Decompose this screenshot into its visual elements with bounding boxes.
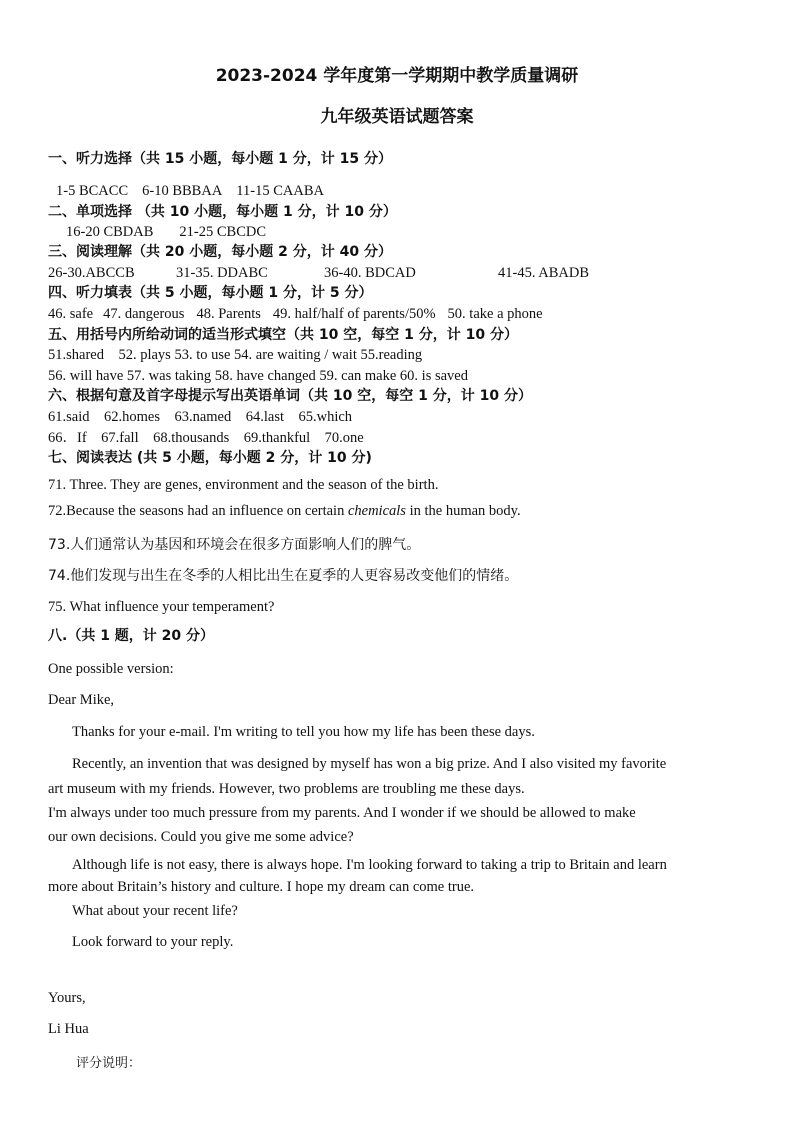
scoring-notes-heading: 评分说明：	[76, 1056, 142, 1071]
answer-75: 75. What influence your temperament?	[48, 599, 275, 615]
section-1-answers	[56, 182, 324, 200]
section-5-heading: 五、用括号内所给动词的适当形式填空（共 10 空，每空 1 分，计 10 分）	[48, 327, 518, 343]
answer-item: 47. dangerous	[103, 306, 185, 322]
letter-paragraph-1: Thanks for your e-mail. I'm writing to tell you how my life has been these days.	[72, 724, 535, 740]
answer-group: 21-25 CBCDC	[179, 224, 267, 240]
section-7-heading: 七、阅读表达 (共 5 小题，每小题 2 分，计 10 分)	[48, 450, 372, 466]
answer-group: 36-40. BDCAD	[324, 265, 416, 281]
section-6-answers-line-1: 61.said 62.homes 63.named 64.last 65.which	[48, 409, 353, 425]
letter-greeting: Dear Mike,	[48, 692, 115, 708]
answer-group: 41-45. ABADB	[498, 265, 590, 281]
section-3-answers	[48, 264, 589, 282]
answer-73: 73.人们通常认为基因和环境会在很多方面影响人们的脾气。	[48, 537, 421, 553]
answer-group: 11-15 CAABA	[236, 183, 324, 199]
answer-item: 48. Parents	[196, 306, 261, 322]
section-8-heading: 八.（共 1 题，计 20 分）	[48, 628, 215, 644]
answer-72-text-end: in the human body.	[405, 503, 521, 519]
letter-paragraph-5: Look forward to your reply.	[72, 934, 234, 950]
letter-paragraph-2-line-1: Recently, an invention that was designed by myself has won a big prize. And I also visited my favorite	[72, 756, 667, 772]
section-4-answers	[48, 305, 543, 323]
letter-paragraph-2-line-2: art museum with my friends. However, two problems are troubling me these days.	[48, 781, 525, 797]
answer-item: 50. take a phone	[447, 306, 543, 322]
section-6-answers-line-2: 66．If 67.fall 68.thousands 69.thankful 70.one	[48, 430, 364, 446]
answer-item: 46. safe	[48, 306, 94, 322]
letter-signature: Li Hua	[48, 1021, 89, 1037]
letter-paragraph-4: What about your recent life?	[72, 903, 238, 919]
section-2-heading: 二、单项选择 （共 10 小题，每小题 1 分，计 10 分）	[48, 204, 397, 220]
section-5-answers-line-1: 51.shared 52. plays 53. to use 54. are waiting / wait 55.reading	[48, 347, 423, 363]
section-5-answers-line-2: 56. will have 57. was taking 58. have changed 59. can make 60. is saved	[48, 368, 468, 384]
section-2-answers	[66, 223, 266, 241]
document-subtitle: 九年级英语试题答案	[320, 107, 474, 127]
answer-74: 74.他们发现与出生在冬季的人相比出生在夏季的人更容易改变他们的情绪。	[48, 568, 519, 584]
letter-closing: Yours,	[48, 990, 86, 1006]
answer-group: 16-20 CBDAB	[66, 224, 154, 240]
letter-paragraph-2-line-4: our own decisions. Could you give me some advice?	[48, 829, 354, 845]
answer-group: 31-35. DDABC	[176, 265, 268, 281]
section-1-heading: 一、听力选择（共 15 小题，每小题 1 分，计 15 分）	[48, 151, 392, 167]
letter-paragraph-3-line-2: more about Britain’s history and culture. I hope my dream can come true.	[48, 879, 475, 895]
answer-group: 26-30.ABCCB	[48, 265, 135, 281]
section-4-heading: 四、听力填表（共 5 小题，每小题 1 分，计 5 分）	[48, 285, 373, 301]
answer-72	[48, 502, 521, 520]
letter-paragraph-2-line-3: I'm always under too much pressure from my parents. And I wonder if we should be allowed to make	[48, 805, 636, 821]
answer-72-text: 72.Because the seasons had an influence on certain	[48, 503, 348, 519]
essay-intro: One possible version:	[48, 661, 174, 677]
section-6-heading: 六、根据句意及首字母提示写出英语单词（共 10 空，每空 1 分，计 10 分）	[48, 388, 532, 404]
document-title: 2023-2024 学年度第一学期期中教学质量调研	[215, 66, 579, 86]
letter-paragraph-3-line-1: Although life is not easy, there is always hope. I'm looking forward to taking a trip to Britain and learn	[72, 857, 667, 873]
answer-item: 49. half/half of parents/50%	[272, 306, 436, 322]
answer-71: 71. Three. They are genes, environment and the season of the birth.	[48, 477, 439, 493]
answer-72-emphasis: chemicals	[347, 503, 406, 519]
section-3-heading: 三、阅读理解（共 20 小题，每小题 2 分，计 40 分）	[48, 244, 392, 260]
answer-group: 1-5 BCACC	[56, 183, 129, 199]
answer-group: 6-10 BBBAA	[142, 183, 223, 199]
